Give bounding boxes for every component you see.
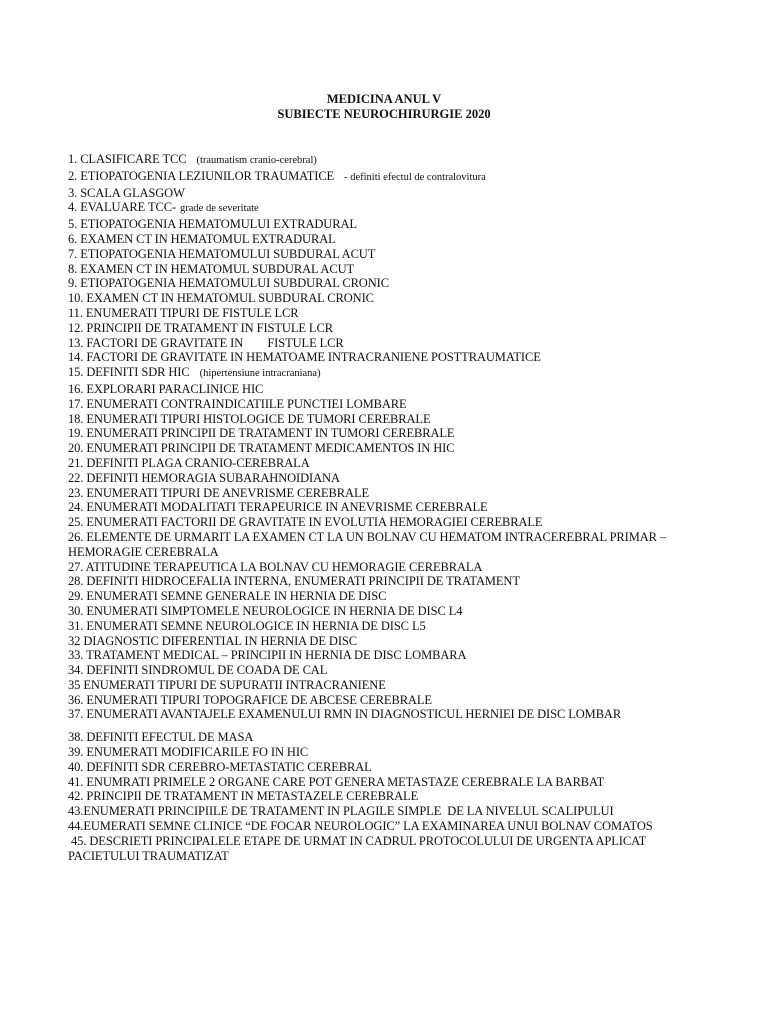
question-item — [68, 775, 708, 790]
question-item — [68, 152, 708, 169]
question-item — [68, 412, 708, 427]
question-text: 5. ETIOPATOGENIA HEMATOMULUI EXTRADURAL — [68, 217, 357, 232]
question-text: 27. ATITUDINE TERAPEUTICA LA BOLNAV CU HEMORAGIE CEREBRALA — [68, 559, 483, 574]
question-text: 33. TRATAMENT MEDICAL – PRINCIPII IN HERNIA DE DISC LOMBARA — [68, 648, 467, 663]
question-item — [68, 262, 708, 277]
question-item — [68, 321, 708, 336]
question-item — [68, 560, 708, 575]
question-note: (traumatism cranio-cerebral) — [196, 155, 317, 166]
question-text: 32 DIAGNOSTIC DIFERENTIAL IN HERNIA DE DISC — [68, 633, 357, 648]
question-note: grade de severitate — [180, 203, 259, 215]
question-item — [68, 574, 708, 589]
question-item — [68, 604, 708, 619]
question-text: 4. EVALUARE TCC- — [68, 200, 177, 215]
question-item — [68, 730, 708, 745]
question-item — [68, 471, 708, 486]
question-text: 23. ENUMERATI TIPURI DE ANEVRISME CEREBRALE — [68, 485, 370, 500]
question-text: 39. ENUMERATI MODIFICARILE FO IN HIC — [68, 745, 309, 760]
question-note: - definiti efectul de contralovitura — [344, 171, 486, 183]
question-item — [68, 819, 708, 834]
question-text: 30. ENUMERATI SIMPTOMELE NEUROLOGICE IN HERNIA DE DISC L4 — [68, 603, 463, 618]
question-text: 6. EXAMEN CT IN HEMATOMUL EXTRADURAL — [68, 231, 336, 246]
list-spacer — [68, 722, 708, 730]
question-text: 38. DEFINITI EFECTUL DE MASA — [68, 730, 254, 745]
question-text: 11. ENUMERATI TIPURI DE FISTULE LCR — [68, 305, 299, 320]
question-item — [68, 350, 708, 365]
question-text: 26. ELEMENTE DE URMARIT LA EXAMEN CT LA UN BOLNAV CU HEMATOM INTRACEREBRAL PRIMAR – — [68, 529, 667, 544]
question-item — [68, 232, 708, 247]
question-item — [68, 276, 708, 291]
question-text: 13. FACTORI DE GRAVITATE IN FISTULE LCR — [68, 335, 344, 350]
question-text: 40. DEFINITI SDR CEREBRO-METASTATIC CEREBRAL — [68, 759, 372, 774]
question-item — [68, 336, 708, 351]
question-text: 2. ETIOPATOGENIA LEZIUNILOR TRAUMATICE — [68, 168, 335, 183]
question-item — [68, 530, 708, 545]
question-text: 17. ENUMERATI CONTRAINDICATIILE PUNCTIEI LOMBARE — [68, 396, 407, 411]
question-text: 31. ENUMERATI SEMNE NEUROLOGICE IN HERNIA DE DISC L5 — [68, 618, 426, 633]
header-line-1: MEDICINA ANUL V — [326, 92, 442, 106]
question-text: 28. DEFINITI HIDROCEFALIA INTERNA, ENUMERATI PRINCIPII DE TRATAMENT — [68, 574, 520, 589]
question-item — [68, 200, 708, 217]
question-item — [68, 306, 708, 321]
question-item — [68, 397, 708, 412]
question-item — [68, 589, 708, 604]
question-text: 24. ENUMERATI MODALITATI TERAPEURICE IN ANEVRISME CEREBRALE — [68, 500, 488, 515]
question-item — [68, 486, 708, 501]
question-text: 36. ENUMERATI TIPURI TOPOGRAFICE DE ABCESE CEREBRALE — [68, 692, 432, 707]
question-item — [68, 515, 708, 530]
question-item — [68, 678, 708, 693]
question-item — [68, 760, 708, 775]
question-text: 34. DEFINITI SINDROMUL DE COADA DE CAL — [68, 663, 328, 678]
question-text: 25. ENUMERATI FACTORII DE GRAVITATE IN EVOLUTIA HEMORAGIEI CEREBRALE — [68, 515, 543, 530]
question-text: 37. ENUMERATI AVANTAJELE EXAMENULUI RMN IN DIAGNOSTICUL HERNIEI DE DISC LOMBAR — [68, 707, 622, 722]
question-text: 41. ENUMRATI PRIMELE 2 ORGANE CARE POT GENERA METASTAZE CEREBRALE LA BARBAT — [68, 774, 605, 789]
question-note: (hipertensiune intracraniana) — [199, 368, 321, 380]
question-item — [68, 789, 708, 804]
question-text: 16. EXPLORARI PARACLINICE HIC — [68, 381, 264, 396]
header-line-2: SUBIECTE NEUROCHIRURGIE 2020 — [277, 107, 491, 121]
question-text: 29. ENUMERATI SEMNE GENERALE IN HERNIA DE DISC — [68, 589, 387, 604]
question-text: 18. ENUMERATI TIPURI HISTOLOGICE DE TUMORI CEREBRALE — [68, 411, 431, 426]
question-item — [68, 663, 708, 678]
question-text: 19. ENUMERATI PRINCIPII DE TRATAMENT IN TUMORI CEREBRALE — [68, 426, 455, 441]
question-item — [68, 804, 708, 819]
question-item — [68, 500, 708, 515]
question-text: 42. PRINCIPII DE TRATAMENT IN METASTAZELE CEREBRALE — [68, 789, 419, 804]
question-text: 7. ETIOPATOGENIA HEMATOMULUI SUBDURAL ACUT — [68, 246, 376, 261]
question-item — [68, 745, 708, 760]
question-item — [68, 634, 708, 649]
question-text: 35 ENUMERATI TIPURI DE SUPURATII INTRACRANIENE — [68, 677, 386, 692]
question-text: 8. EXAMEN CT IN HEMATOMUL SUBDURAL ACUT — [68, 261, 355, 276]
question-item — [68, 648, 708, 663]
question-item — [68, 217, 708, 232]
question-item — [68, 707, 708, 722]
question-text: 45. DESCRIETI PRINCIPALELE ETAPE DE URMAT IN CADRUL PROTOCOLULUI DE URGENTA APLICAT — [68, 833, 647, 848]
question-text: 1. CLASIFICARE TCC — [68, 152, 187, 166]
question-text: 9. ETIOPATOGENIA HEMATOMULUI SUBDURAL CRONIC — [68, 276, 389, 291]
question-text: 20. ENUMERATI PRINCIPII DE TRATAMENT MEDICAMENTOS IN HIC — [68, 441, 455, 456]
question-item — [68, 441, 708, 456]
question-continuation: PACIETULUI TRAUMATIZAT — [68, 848, 229, 863]
question-item — [68, 247, 708, 262]
question-list — [68, 152, 708, 863]
question-item — [68, 426, 708, 441]
question-item — [68, 291, 708, 306]
question-item — [68, 382, 708, 397]
question-continuation: HEMORAGIE CEREBRALA — [68, 544, 219, 559]
question-text: 14. FACTORI DE GRAVITATE IN HEMATOAME INTRACRANIENE POSTTRAUMATICE — [68, 350, 541, 365]
question-item — [68, 365, 708, 382]
question-item — [68, 169, 708, 186]
question-text: 22. DEFINITI HEMORAGIA SUBARAHNOIDIANA — [68, 470, 340, 485]
question-item — [68, 619, 708, 634]
question-text: 15. DEFINITI SDR HIC — [68, 365, 190, 380]
question-text: 10. EXAMEN CT IN HEMATOMUL SUBDURAL CRONIC — [68, 291, 374, 306]
question-text: 43.ENUMERATI PRINCIPIILE DE TRATAMENT IN PLAGILE SIMPLE DE LA NIVELUL SCALIPULUI — [68, 804, 614, 819]
question-item — [68, 186, 708, 201]
question-text: 3. SCALA GLASGOW — [68, 185, 185, 200]
question-item — [68, 693, 708, 708]
question-text: 21. DEFINITI PLAGA CRANIO-CEREBRALA — [68, 455, 310, 470]
document-header — [0, 92, 768, 122]
question-item — [68, 456, 708, 471]
question-text: 12. PRINCIPII DE TRATAMENT IN FISTULE LCR — [68, 320, 333, 335]
question-text: 44.EUMERATI SEMNE CLINICE “DE FOCAR NEUROLOGIC” LA EXAMINAREA UNUI BOLNAV COMATOS — [68, 819, 653, 834]
question-item — [68, 834, 708, 849]
